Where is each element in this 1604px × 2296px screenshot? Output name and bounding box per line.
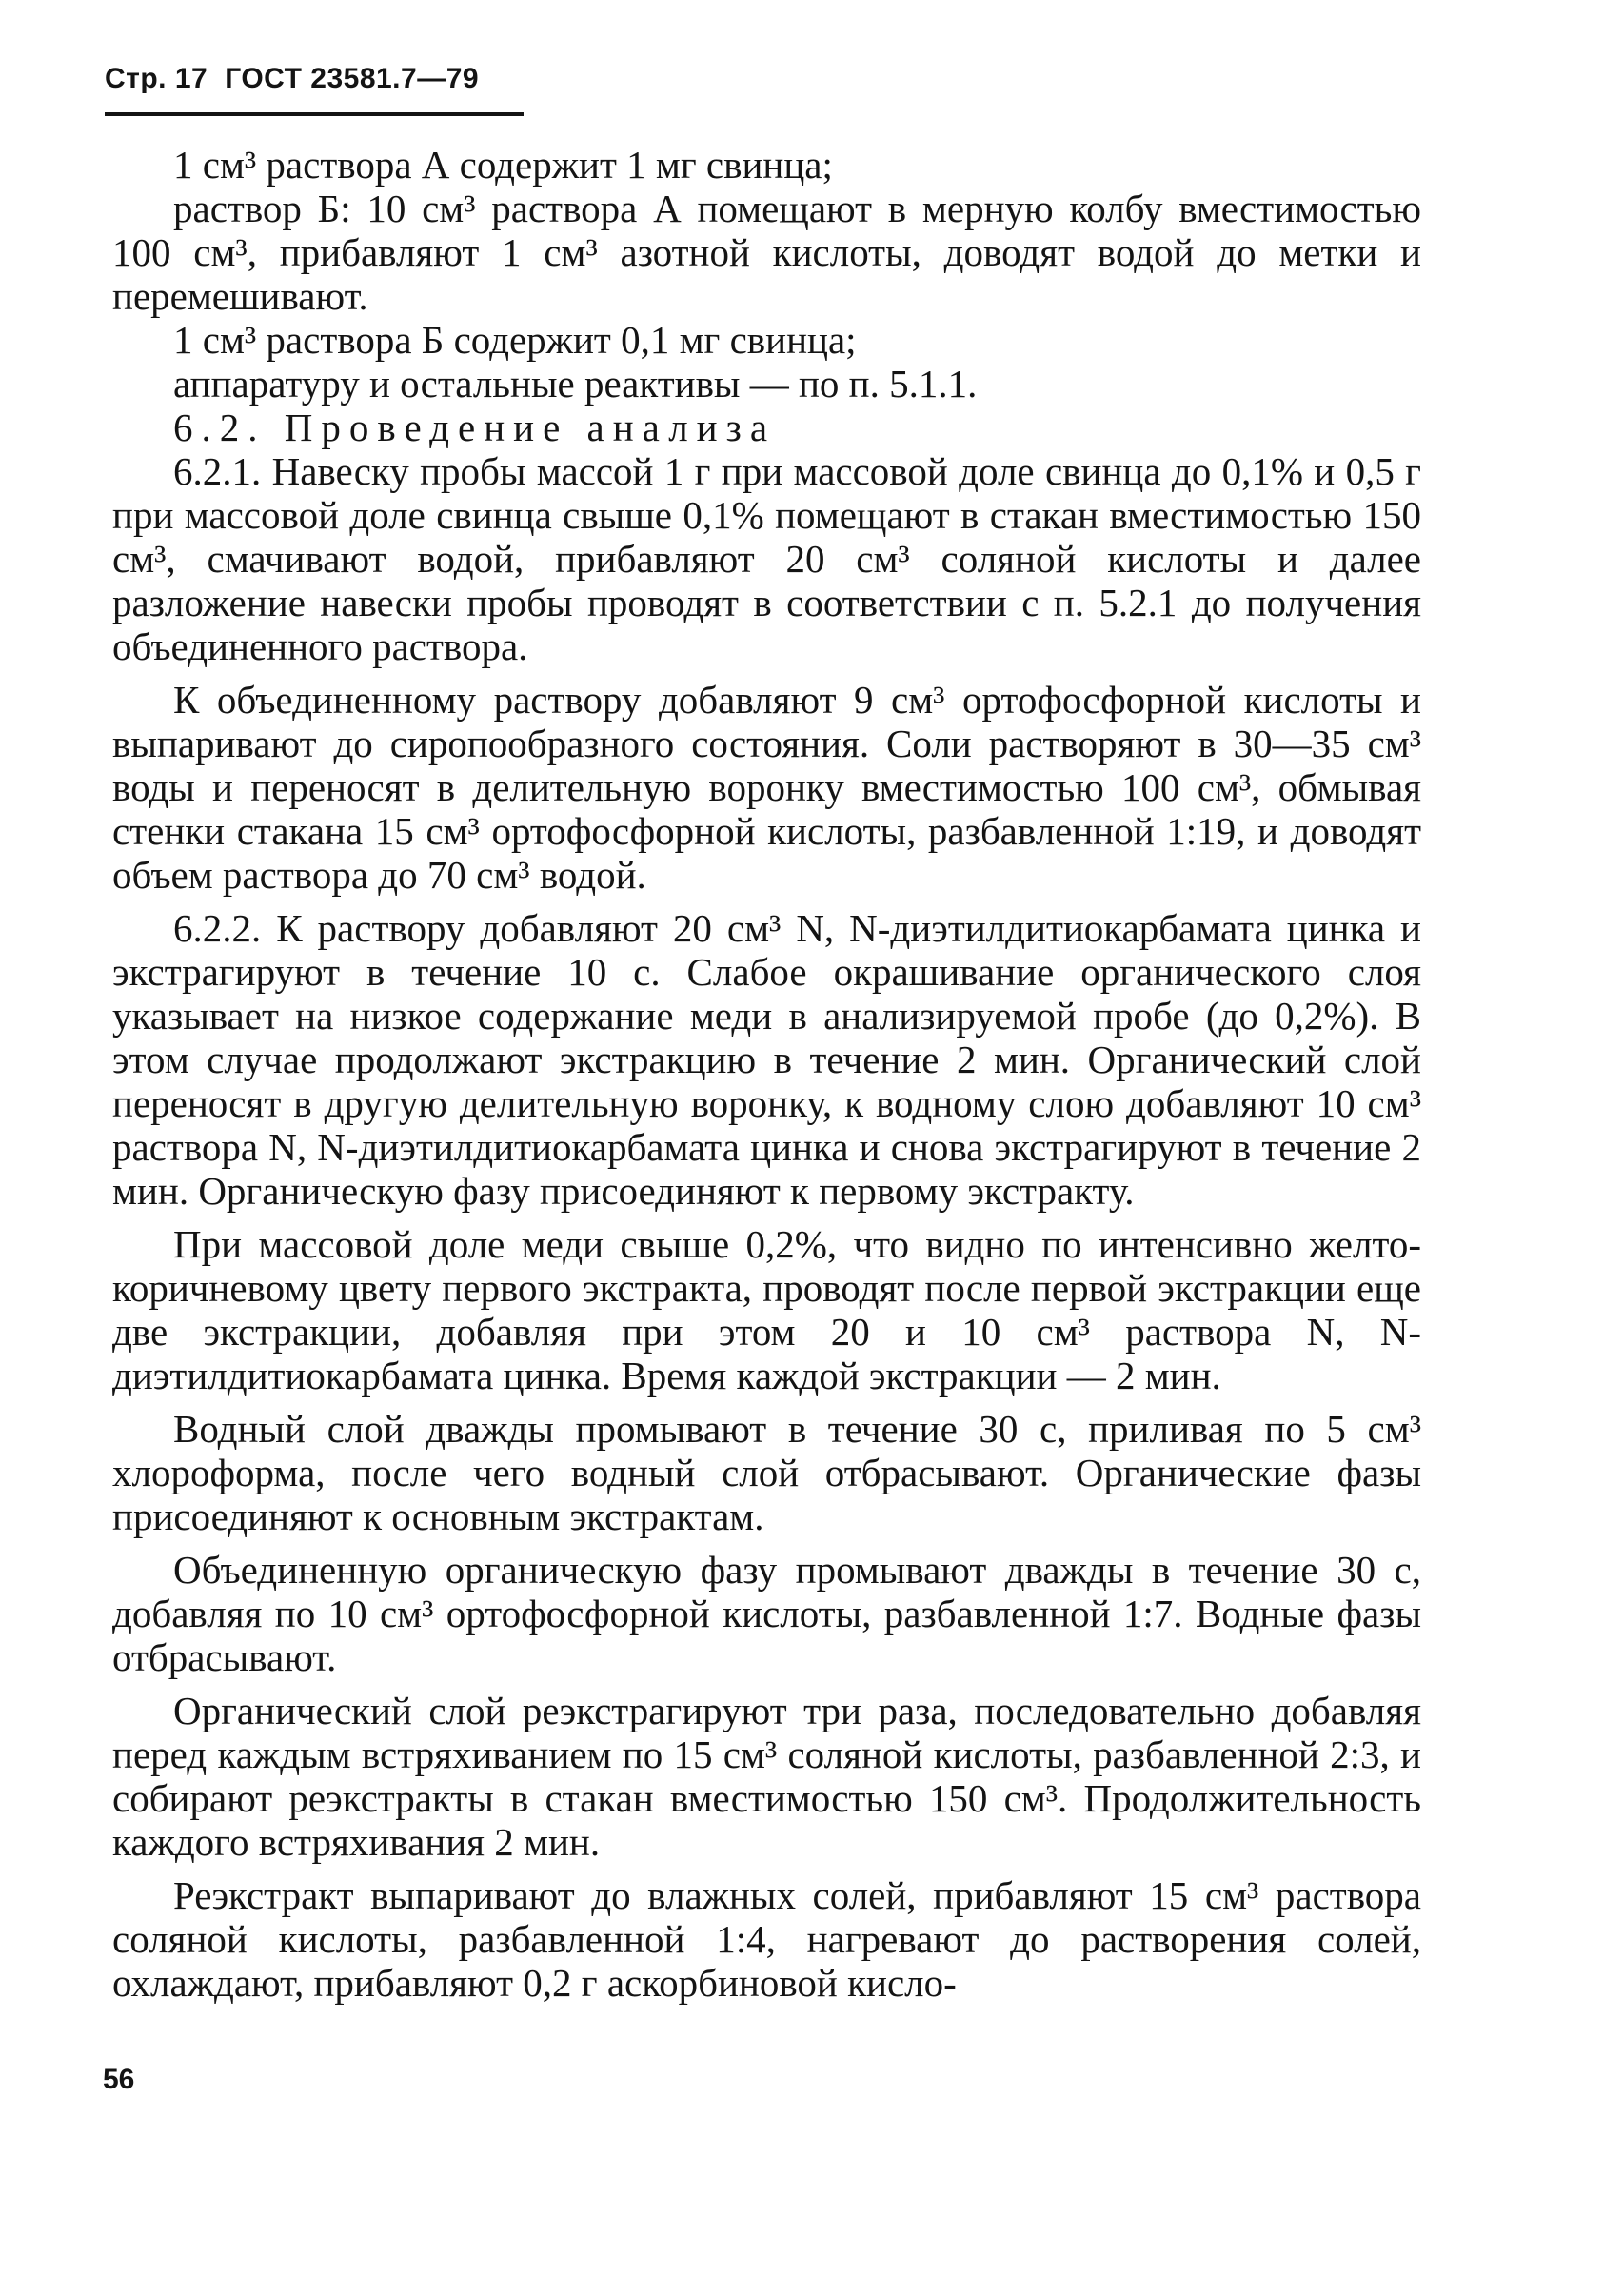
paragraph: Органический слой реэкстрагируют три раза, последовательно добавляя перед каждым встряхиванием по 15 см³ соляной кислоты, разбавленной 2:3, и собирают реэкстракты в стакан вместимостью 150 см³. Продолжительность каждого встряхивания 2 мин. [112, 1689, 1421, 1864]
paragraph: 1 см³ раствора Б содержит 0,1 мг свинца; [173, 318, 857, 362]
standard-number: ГОСТ 23581.7—79 [225, 63, 480, 94]
paragraph: Реэкстракт выпаривают до влажных солей, прибавляют 15 см³ раствора соляной кислоты, разбавленной 1:4, нагревают до растворения солей, охлаждают, прибавляют 0,2 г аскорбиновой кисло- [112, 1873, 1421, 2005]
paragraph: 1 см³ раствора А содержит 1 мг свинца; [173, 143, 833, 187]
paragraph: При массовой доле меди свыше 0,2%, что видно по интенсивно желто-коричневому цвету первого экстракта, проводят после первой экстракции еще две экстракции, добавляя при этом 20 и 10 см³ раствора N, N-диэтилдитиокарбамата цинка. Время каждой экстракции — 2 мин. [112, 1222, 1421, 1397]
paragraph: раствор Б: 10 см³ раствора А помещают в мерную колбу вместимостью 100 см³, прибавляют 1 см³ азотной кислоты, доводят водой до метки и перемешивают. [112, 187, 1421, 318]
section-heading: 6.2. Проведение анализа [173, 406, 777, 449]
paragraph: 6.2.1. Навеску пробы массой 1 г при массовой доле свинца до 0,1% и 0,5 г при массовой доле свинца свыше 0,1% помещают в стакан вместимостью 150 см³, смачивают водой, прибавляют 20 см³ соляной кислоты и далее разложение навески пробы проводят в соответствии с п. 5.2.1 до получения объединенного раствора. [112, 449, 1421, 668]
running-header [105, 63, 479, 95]
body-text [112, 143, 1421, 2005]
paragraph: Объединенную органическую фазу промывают дважды в течение 30 с, добавляя по 10 см³ ортофосфорной кислоты, разбавленной 1:7. Водные фазы отбрасывают. [112, 1548, 1421, 1679]
paragraph: 6.2.2. К раствору добавляют 20 см³ N, N-диэтилдитиокарбамата цинка и экстрагируют в течение 10 с. Слабое окрашивание органического слоя указывает на низкое содержание меди в анализируемой пробе (до 0,2%). В этом случае продолжают экстракцию в течение 2 мин. Органический слой переносят в другую делительную воронку, к водному слою добавляют 10 см³ раствора N, N-диэтилдитиокарбамата цинка и снова экстрагируют в течение 2 мин. Органическую фазу присоединяют к первому экстракту. [112, 906, 1421, 1213]
page-label: Стр. 17 [105, 63, 208, 94]
header-rule [105, 112, 524, 116]
paragraph: К объединенному раствору добавляют 9 см³ ортофосфорной кислоты и выпаривают до сиропообразного состояния. Соли растворяют в 30—35 см³ воды и переносят в делительную воронку вместимостью 100 см³, обмывая стенки стакана 15 см³ ортофосфорной кислоты, разбавленной 1:19, и доводят объем раствора до 70 см³ водой. [112, 678, 1421, 897]
paragraph: аппаратуру и остальные реактивы — по п. 5.1.1. [173, 362, 978, 406]
page-number: 56 [103, 2064, 135, 2095]
paragraph: Водный слой дважды промывают в течение 30 с, приливая по 5 см³ хлороформа, после чего водный слой отбрасывают. Органические фазы присоединяют к основным экстрактам. [112, 1407, 1421, 1538]
